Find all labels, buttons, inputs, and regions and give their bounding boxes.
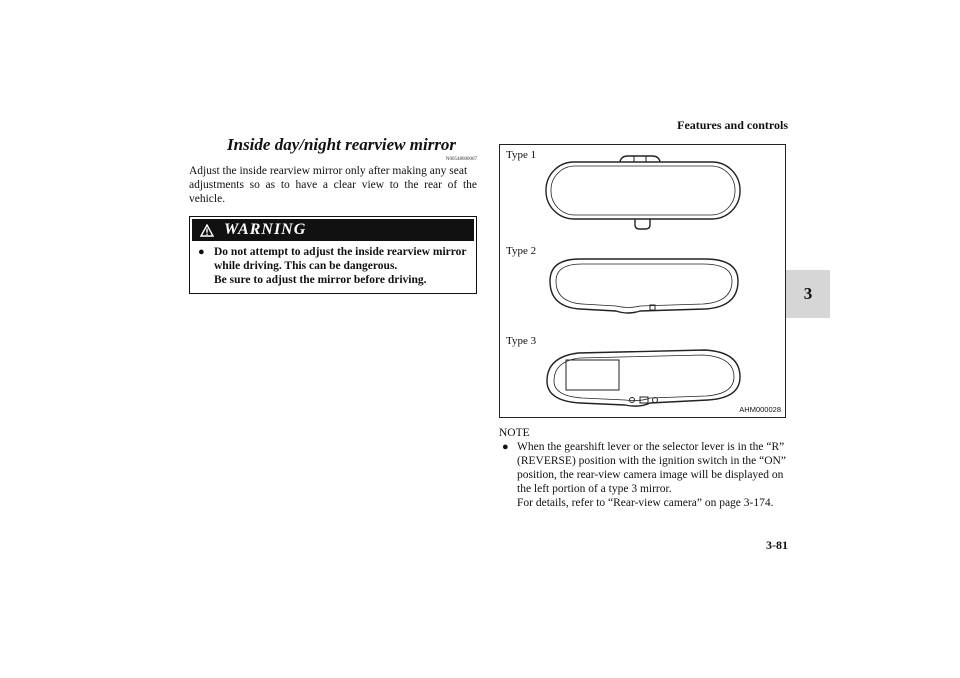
type-2-mirror-illustration [550,259,738,313]
type-3-mirror-illustration [547,350,740,406]
body-line: adjustments so as to have a clear view to the rear of the vehicle. [189,179,477,205]
note-line: When the gearshift lever or the selector lever is in the “R” [517,441,785,453]
note-line: (REVERSE) position with the ignition switch in the “ON” [517,455,786,467]
mirror-figure [499,144,786,418]
figure-code: AHM000028 [739,405,781,414]
warning-line: while driving. This can be dangerous. [214,260,398,272]
body-line: Adjust the inside rearview mirror only after making any seat [189,165,468,177]
type-1-label: Type 1 [506,149,537,161]
warning-line: Be sure to adjust the mirror before driving. [214,274,427,286]
warning-heading: WARNING [224,221,307,238]
section-body [189,164,477,206]
warning-triangle-icon [200,224,214,237]
note-line: For details, refer to “Rear-view camera” on page 3-174. [517,497,774,509]
main-column [189,134,477,294]
type-3-label: Type 3 [506,335,537,347]
type-1-mirror-illustration [546,156,740,229]
bullet-icon: ● [502,441,509,453]
warning-box [189,216,477,294]
section-code: N00548600067 [445,157,477,162]
note-heading: NOTE [499,427,530,439]
note-section [499,426,789,510]
warning-header [192,219,474,241]
section-title: Inside day/night rearview mirror [227,135,457,154]
chapter-tab: 3 [786,270,830,318]
page-number: 3-81 [766,538,788,552]
note-line: position, the rear-view camera image will be displayed on [517,469,784,481]
note-item [499,440,789,510]
type-2-label: Type 2 [506,245,537,257]
bullet-icon: ● [198,246,205,258]
warning-line: Do not attempt to adjust the inside rearview mirror [214,246,467,258]
mirror-illustrations [500,145,785,417]
warning-item [190,241,476,293]
note-line: the left portion of a type 3 mirror. [517,483,672,495]
header-title: Features and controls [677,118,788,132]
